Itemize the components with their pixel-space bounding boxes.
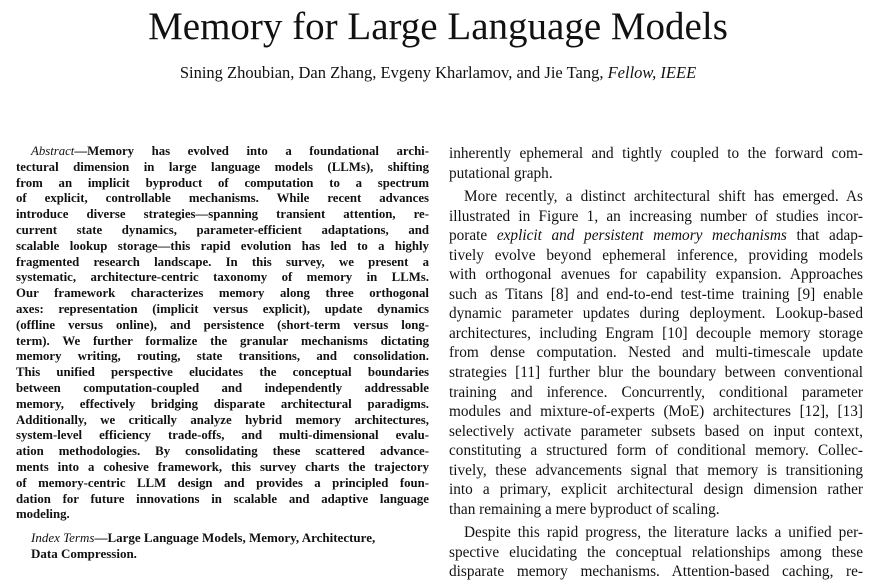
abstract-line-text: Memory has evolved into a foundational archi- [87, 144, 429, 158]
text-line: spective elucidating the conceptual relationships among these [449, 543, 863, 561]
emphasized-phrase: explicit and persistent memory mechanisms [496, 227, 787, 245]
abstract-line: term). We further formalize the granular mechanisms dictating [16, 333, 429, 348]
text-line: such as Titans [8] and end-to-end test-time training [9] enable [449, 285, 863, 303]
abstract-line: tectural dimension in large language models (LLMs), shifting [16, 159, 429, 174]
abstract-line: between computation-coupled and independently addressable [16, 380, 429, 395]
abstract-line: ments into a cohesive framework, this survey charts the trajectory [16, 459, 429, 474]
text-line: inherently ephemeral and tightly coupled to the forward com- [449, 145, 863, 162]
text-line: into a primary, explicit architectural design dimension rather [449, 481, 863, 499]
abstract-line: dation for future innovations in scalable and adaptive language [16, 491, 429, 506]
right-column [449, 144, 863, 582]
abstract-line: memory, effectively bridging disparate architectural paradigms. [16, 396, 429, 411]
abstract [16, 144, 429, 523]
abstract-line: (offline versus online), and persistence (short-term versus long- [16, 317, 429, 332]
abstract-line: current state dynamics, parameter-efficient adaptations, and [16, 222, 429, 237]
index-terms-line1: Large Language Models, Memory, Architecture, [107, 530, 376, 546]
text-line: training and inference. Concurrently, conditional parameter [449, 383, 863, 401]
abstract-line: memory writing, routing, state transitions, and consolidation. [16, 349, 429, 364]
index-terms [16, 530, 429, 562]
abstract-line: of memory-centric LLM design and provides a principled foun- [16, 475, 429, 490]
abstract-line: ation methodologies. By consolidating these scattered advance- [16, 444, 429, 459]
body-paragraph-2 [449, 187, 863, 519]
text-line: than remaining a mere byproduct of scaling. [449, 500, 720, 518]
text-line: selectively activate parameter subsets based on input context, [449, 422, 863, 440]
abstract-line: introduce diverse strategies—spanning transient attention, re- [16, 207, 429, 222]
body-paragraph-3 [449, 523, 863, 582]
paper-title: Memory for Large Language Models [148, 5, 728, 48]
index-terms-label: Index Terms [31, 530, 95, 546]
text-fragment: porate [449, 227, 497, 245]
abstract-line: fragmented research landscape. In this survey, we present a [16, 254, 429, 269]
body-paragraph-1 [449, 144, 863, 183]
text-line: illustrated in Figure 1, an increasing number of studies incor- [449, 207, 863, 225]
text-line: modules and mixture-of-experts (MoE) architectures [12], [13] [449, 403, 863, 421]
abstract-line: This unified perspective elucidates the conceptual boundaries [16, 365, 429, 380]
text-line: tively evolve beyond ephemeral inference, providing models [449, 246, 863, 264]
text-line: strategies [11] further blur the boundary between conventional [449, 364, 863, 382]
left-column [16, 144, 429, 582]
abstract-line: system-level efficiency trade-offs, and multi-dimensional evalu- [16, 428, 429, 443]
text-line: from dense computation. Nested and multi-timescale update [449, 344, 863, 362]
text-line: tively, these advancements signal that memory is transitioning [449, 461, 863, 479]
abstract-line: Our framework characterizes memory along three orthogonal [16, 286, 429, 301]
abstract-line: axes: representation (implicit versus explicit), update dynamics [16, 301, 429, 316]
text-line: putational graph. [449, 164, 553, 182]
text-line: constituting a structured form of conditional memory. Collec- [449, 442, 863, 460]
abstract-line: of explicit, controllable mechanisms. While recent advances [16, 191, 429, 206]
text-line: architectures, including Engram [10] decouple memory storage [449, 324, 863, 342]
text-line: dynamic parameter updates during deployment. Lookup-based [449, 305, 863, 323]
abstract-line: Additionally, we critically analyze hybrid memory architectures, [16, 412, 429, 427]
text-line: Despite this rapid progress, the literature lacks a unified per- [464, 524, 863, 542]
abstract-line: systematic, architecture-centric taxonomy of memory in LLMs. [16, 270, 429, 285]
text-line: More recently, a distinct architectural shift has emerged. As [464, 188, 863, 206]
index-terms-line2: Data Compression. [31, 546, 137, 562]
author-suffix: Fellow, IEEE [607, 63, 697, 82]
author-list [0, 62, 876, 84]
index-terms-dash: — [94, 530, 108, 546]
abstract-line: scalable lookup storage—this rapid evolution has led to a highly [16, 238, 429, 253]
abstract-dash: — [74, 144, 88, 158]
text-line [449, 226, 863, 246]
abstract-line: modeling. [16, 507, 70, 522]
author-names: Sining Zhoubian, Dan Zhang, Evgeny Kharlamov, and Jie Tang, [179, 63, 604, 82]
abstract-line [16, 144, 429, 160]
text-fragment: that adap- [786, 227, 863, 245]
abstract-line: from an implicit byproduct of computation to a spectrum [16, 175, 429, 190]
text-line: disparate memory mechanisms. Attention-based caching, re- [449, 563, 863, 581]
abstract-label: Abstract [31, 144, 75, 158]
text-line: with orthogonal avenues for capability expansion. Approaches [449, 266, 863, 284]
